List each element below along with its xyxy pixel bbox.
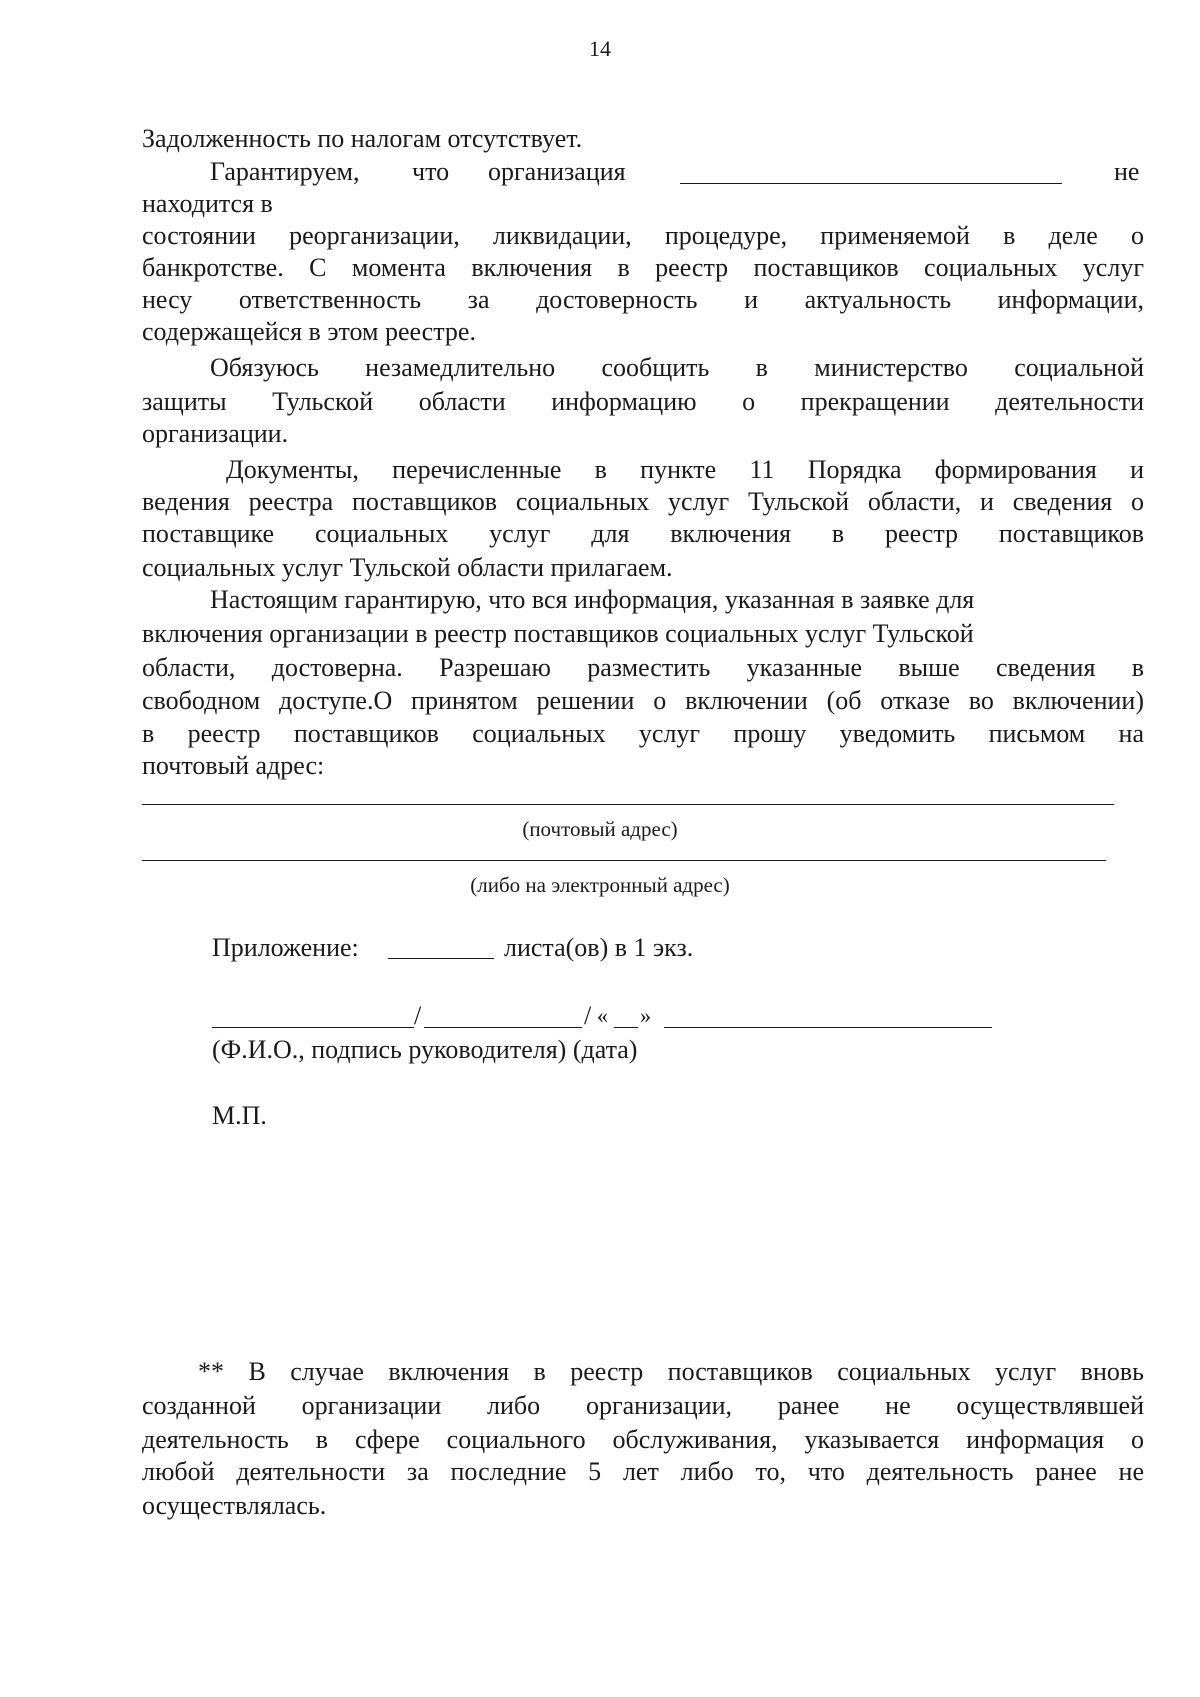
page-number: 14 (589, 36, 611, 61)
guarantee-word: организация (488, 157, 626, 186)
paragraph-line: организации. (142, 419, 289, 448)
attachment-suffix: листа(ов) в 1 экз. (504, 933, 694, 962)
signature-sign-blank[interactable] (424, 1027, 582, 1028)
footnote-line: созданной организации либо организации, ранее не осуществлявшей (142, 1391, 1144, 1420)
paragraph-line: находится в (142, 189, 273, 218)
date-day-blank[interactable] (614, 1027, 638, 1028)
date-blank[interactable] (664, 1027, 992, 1028)
email-address-blank[interactable] (142, 860, 1106, 861)
organization-name-blank[interactable] (680, 183, 1062, 184)
paragraph-line: содержащейся в этом реестре. (142, 317, 476, 346)
paragraph-line: области, достоверна. Разрешаю разместить указанные выше сведения в (142, 653, 1144, 682)
paragraph-line: Настоящим гарантирую, что вся информация, указанная в заявке для (210, 585, 975, 614)
guarantee-word: что (412, 157, 450, 186)
paragraph-line: включения организации в реестр поставщиков социальных услуг Тульской (142, 619, 974, 648)
paragraph-line: ведения реестра поставщиков социальных услуг Тульской области, и сведения о (142, 487, 1144, 516)
date-quote-open: « (597, 1003, 608, 1028)
paragraph-line: поставщике социальных услуг для включения в реестр поставщиков (142, 519, 1144, 548)
footnote-line: ** В случае включения в реестр поставщиков социальных услуг вновь (198, 1357, 1144, 1386)
postal-address-caption: (почтовый адрес) (522, 817, 678, 841)
date-quote-close: » (640, 1003, 651, 1028)
attachment-count-blank[interactable] (388, 958, 494, 959)
guarantee-word: Гарантируем, (210, 157, 360, 186)
paragraph-line: социальных услуг Тульской области прилагаем. (142, 553, 673, 582)
attachment-label: Приложение: (212, 933, 359, 962)
footnote-line: деятельность в сфере социального обслуживания, указывается информация о (142, 1425, 1144, 1454)
paragraph-line: в реестр поставщиков социальных услуг прошу уведомить письмом на (142, 719, 1144, 748)
footnote-line: осуществлялась. (142, 1491, 327, 1520)
signature-slash: / (584, 1001, 592, 1030)
paragraph-line: Документы, перечисленные в пункте 11 Порядка формирования и (226, 455, 1144, 484)
email-address-caption: (либо на электронный адрес) (470, 873, 730, 897)
signature-caption: (Ф.И.О., подпись руководителя) (дата) (212, 1035, 638, 1064)
paragraph-line: Обязуюсь незамедлительно сообщить в министерство социальной (210, 353, 1144, 382)
signature-slash: / (414, 1001, 422, 1030)
paragraph-line: Задолженность по налогам отсутствует. (142, 124, 583, 153)
paragraph-line: банкротстве. С момента включения в реестр поставщиков социальных услуг (142, 253, 1144, 282)
paragraph-line: свободном доступе.О принятом решении о включении (об отказе во включении) (142, 686, 1144, 715)
postal-address-blank[interactable] (142, 804, 1114, 805)
footnote-line: любой деятельности за последние 5 лет либо то, что деятельность ранее не (142, 1457, 1144, 1486)
seal-mark: М.П. (212, 1101, 267, 1130)
paragraph-line: защиты Тульской области информацию о прекращении деятельности (142, 387, 1144, 416)
paragraph-line: состоянии реорганизации, ликвидации, процедуре, применяемой в деле о (142, 221, 1144, 250)
paragraph-line: несу ответственность за достоверность и актуальность информации, (142, 285, 1144, 314)
signature-name-blank[interactable] (212, 1027, 414, 1028)
guarantee-word: не (1114, 157, 1140, 186)
paragraph-line: почтовый адрес: (142, 751, 325, 780)
